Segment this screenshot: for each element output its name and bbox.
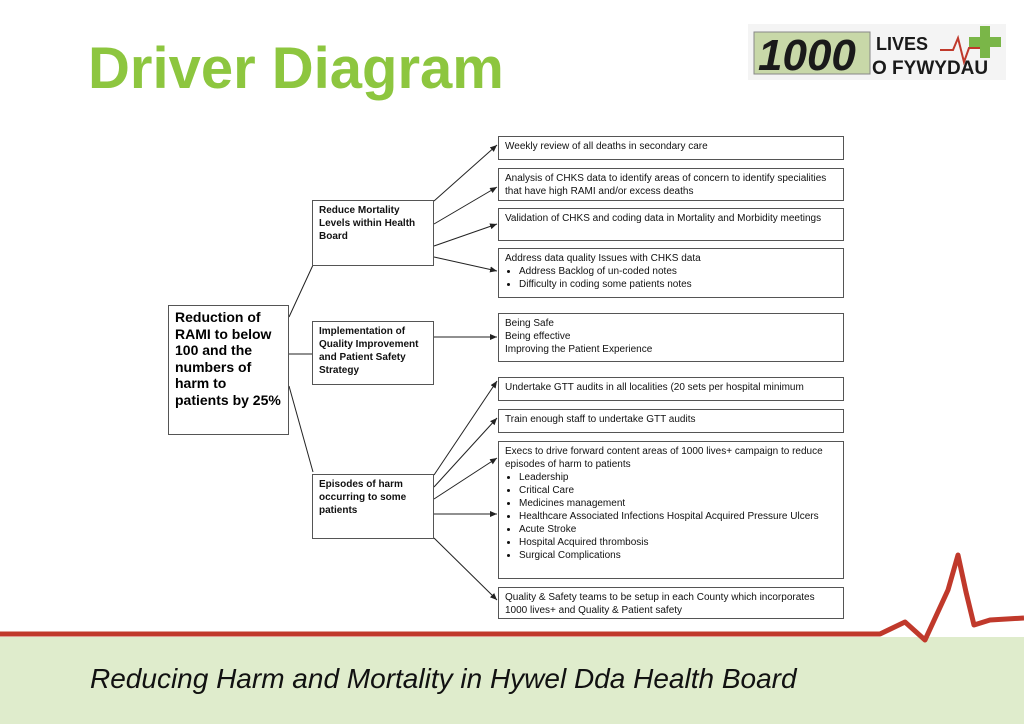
list-item: • Critical Care <box>519 484 837 497</box>
list-item: • Leadership <box>519 471 837 484</box>
list-item: • Address Backlog of un-coded notes <box>519 265 837 278</box>
list-item: • Difficulty in coding some patients notes <box>519 278 837 291</box>
driver-episodes-of-harm: Episodes of harm occurring to some patients <box>312 474 434 539</box>
driver-reduce-mortality: Reduce Mortality Levels within Health Board <box>312 200 434 266</box>
list-item: • Hospital Acquired thrombosis <box>519 536 837 549</box>
action-validation: Validation of CHKS and coding data in Mortality and Morbidity meetings <box>498 208 844 241</box>
action-execs-heading: Execs to drive forward content areas of 1000 lives+ campaign to reduce episodes of harm to patients <box>505 446 823 470</box>
strategy-line: Improving the Patient Experience <box>505 344 653 355</box>
strategy-line: Being Safe <box>505 318 554 329</box>
logo-number: 1000 <box>758 31 856 80</box>
strategy-line: Being effective <box>505 331 571 342</box>
list-item: • Healthcare Associated Infections Hospital Acquired Pressure Ulcers <box>519 510 837 523</box>
logo-line2: O FYWYDAU <box>872 58 989 79</box>
page-title: Driver Diagram <box>88 36 504 101</box>
action-data-quality-heading: Address data quality Issues with CHKS data <box>505 253 701 264</box>
aim-box: Reduction of RAMI to below 100 and the numbers of harm to patients by 25% <box>168 305 289 435</box>
list-item: • Acute Stroke <box>519 523 837 536</box>
list-item: • Medicines management <box>519 497 837 510</box>
list-item: • Surgical Complications <box>519 549 837 562</box>
action-chks-analysis: Analysis of CHKS data to identify areas of concern to identify specialities that have high RAMI and/or excess deaths <box>498 168 844 201</box>
action-quality-teams: Quality & Safety teams to be setup in each County which incorporates 1000 lives+ and Quality & Patient safety <box>498 587 844 619</box>
action-weekly-review: Weekly review of all deaths in secondary care <box>498 136 844 160</box>
driver-quality-improvement: Implementation of Quality Improvement and Patient Safety Strategy <box>312 321 434 385</box>
logo-line1: LIVES <box>876 34 929 54</box>
action-gtt-audits: Undertake GTT audits in all localities (20 sets per hospital minimum <box>498 377 844 401</box>
action-train-staff: Train enough staff to undertake GTT audits <box>498 409 844 433</box>
footer-text: Reducing Harm and Mortality in Hywel Dda Health Board <box>90 663 797 694</box>
